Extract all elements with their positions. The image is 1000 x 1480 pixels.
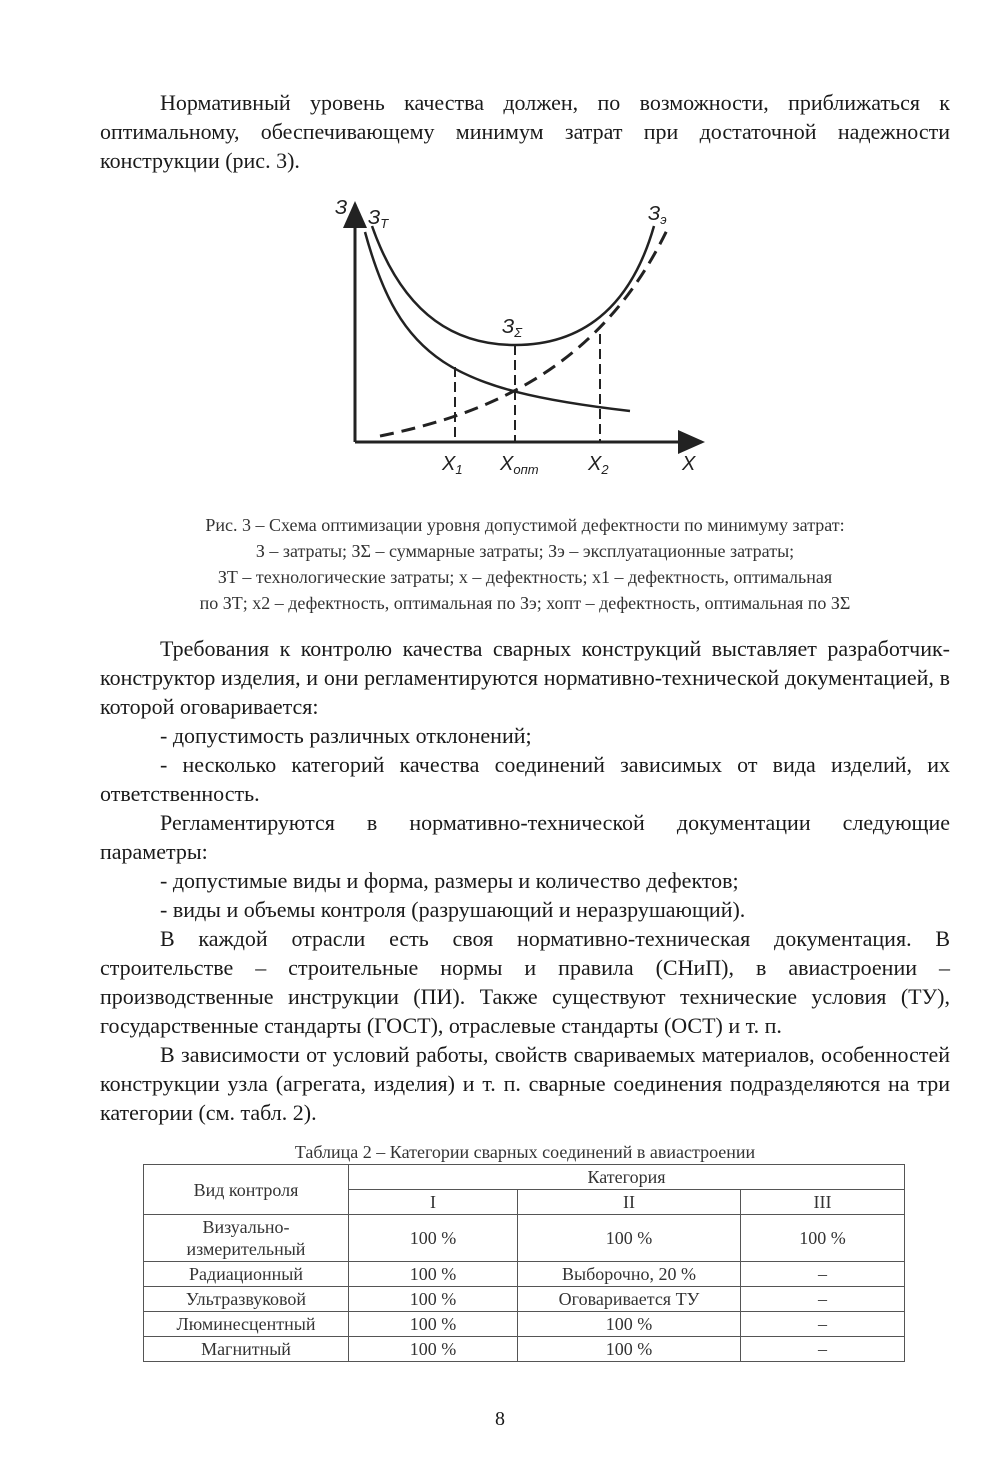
paragraph-requirements: Требования к контролю качества сварных конструкций выставляет разработчик-конструктор изделия, и они регламентируются нормативно-технической документацией, в которой оговаривается:: [100, 636, 950, 719]
label-curve-e: $З_э$: [648, 203, 667, 227]
cell-cat1: 100 %: [349, 1262, 518, 1287]
header-cat-2: II: [518, 1190, 741, 1215]
cell-kind: Визуально-измерительный: [144, 1215, 349, 1262]
label-x2: $Х_2$: [588, 453, 609, 477]
label-curve-sum: $З_\Sigma$: [502, 316, 523, 340]
caption-line-1: Рис. 3 – Схема оптимизации уровня допустимой дефектности по минимуму затрат:: [205, 515, 845, 535]
figure-cost-optimization: [310, 190, 730, 480]
cell-cat2: 100 %: [518, 1337, 741, 1362]
list-item-control-types: - виды и объемы контроля (разрушающий и неразрушающий).: [160, 897, 746, 922]
paragraph-conditions: В зависимости от условий работы, свойств свариваемых материалов, особенностей конструкции узла (агрегата, изделия) и т. п. сварные соединения подразделяются на три категории (см. табл. 2).: [100, 1042, 950, 1125]
cell-cat1: 100 %: [349, 1337, 518, 1362]
paragraph-branches: В каждой отрасли есть своя нормативно-техническая документация. В строительстве – строительные нормы и правила (СНиП), в авиастроении – производственные инструкции (ПИ). Также существуют технические условия (ТУ), государственные стандарты (ГОСТ), отраслевые стандарты (ОСТ) и т. п.: [100, 926, 950, 1038]
paragraph-parameters: Регламентируются в нормативно-технической документации следующие параметры:: [100, 810, 950, 864]
table-header-row: [144, 1165, 905, 1190]
cell-kind: Радиационный: [144, 1262, 349, 1287]
header-category: Категория: [349, 1165, 905, 1190]
label-curve-t: $З_Т$: [368, 207, 389, 231]
list-item-categories: - несколько категорий качества соединений зависимых от вида изделий, их ответственность.: [100, 752, 950, 806]
curve-exploitation: [380, 228, 668, 436]
table-row: [144, 1312, 905, 1337]
cell-cat2: 100 %: [518, 1312, 741, 1337]
cell-cat2: 100 %: [518, 1215, 741, 1262]
list-item-deviations: - допустимость различных отклонений;: [160, 723, 532, 748]
header-control-type: Вид контроля: [144, 1165, 349, 1215]
cell-cat1: 100 %: [349, 1312, 518, 1337]
cell-cat3: –: [741, 1262, 905, 1287]
cell-kind: Магнитный: [144, 1337, 349, 1362]
cell-kind: Люминесцентный: [144, 1312, 349, 1337]
header-cat-1: I: [349, 1190, 518, 1215]
curve-technological: [365, 232, 630, 411]
cost-diagram: [310, 190, 730, 480]
cell-cat1: 100 %: [349, 1287, 518, 1312]
caption-line-4: по ЗТ; х2 – дефектность, оптимальная по Зэ; хопт – дефектность, оптимальная по ЗΣ: [199, 593, 851, 613]
header-cat-3: III: [741, 1190, 905, 1215]
cell-cat3: –: [741, 1312, 905, 1337]
caption-line-3: ЗТ – технологические затраты; х – дефектность; х1 – дефектность, оптимальная: [217, 567, 833, 587]
label-x1: $Х_1$: [442, 453, 463, 477]
table-row: [144, 1337, 905, 1362]
cell-cat2: Выборочно, 20 %: [518, 1262, 741, 1287]
cell-cat3: –: [741, 1337, 905, 1362]
paragraph-intro: Нормативный уровень качества должен, по возможности, приближаться к оптимальному, обеспечивающему минимум затрат при достаточной надежности конструкции (рис. 3).: [100, 90, 950, 173]
table-row: [144, 1215, 905, 1262]
caption-line-2: З – затраты; ЗΣ – суммарные затраты; Зэ – эксплуатационные затраты;: [255, 541, 795, 561]
label-xopt: $Х_{опт}$: [500, 453, 539, 477]
table-row: [144, 1287, 905, 1312]
cell-cat3: 100 %: [741, 1215, 905, 1262]
figure-caption: [100, 512, 950, 616]
label-x-axis: Х: [682, 453, 696, 475]
cell-cat1: 100 %: [349, 1215, 518, 1262]
list-item-defects: - допустимые виды и форма, размеры и количество дефектов;: [160, 868, 739, 893]
categories-table: [143, 1164, 905, 1362]
table-title: Таблица 2 – Категории сварных соединений в авиастроении: [294, 1142, 756, 1162]
cell-cat2: Оговаривается ТУ: [518, 1287, 741, 1312]
cell-cat3: –: [741, 1287, 905, 1312]
page-number: 8: [495, 1408, 505, 1430]
cell-kind: Ультразвуковой: [144, 1287, 349, 1312]
label-y-axis: З: [335, 197, 348, 219]
table-row: [144, 1262, 905, 1287]
